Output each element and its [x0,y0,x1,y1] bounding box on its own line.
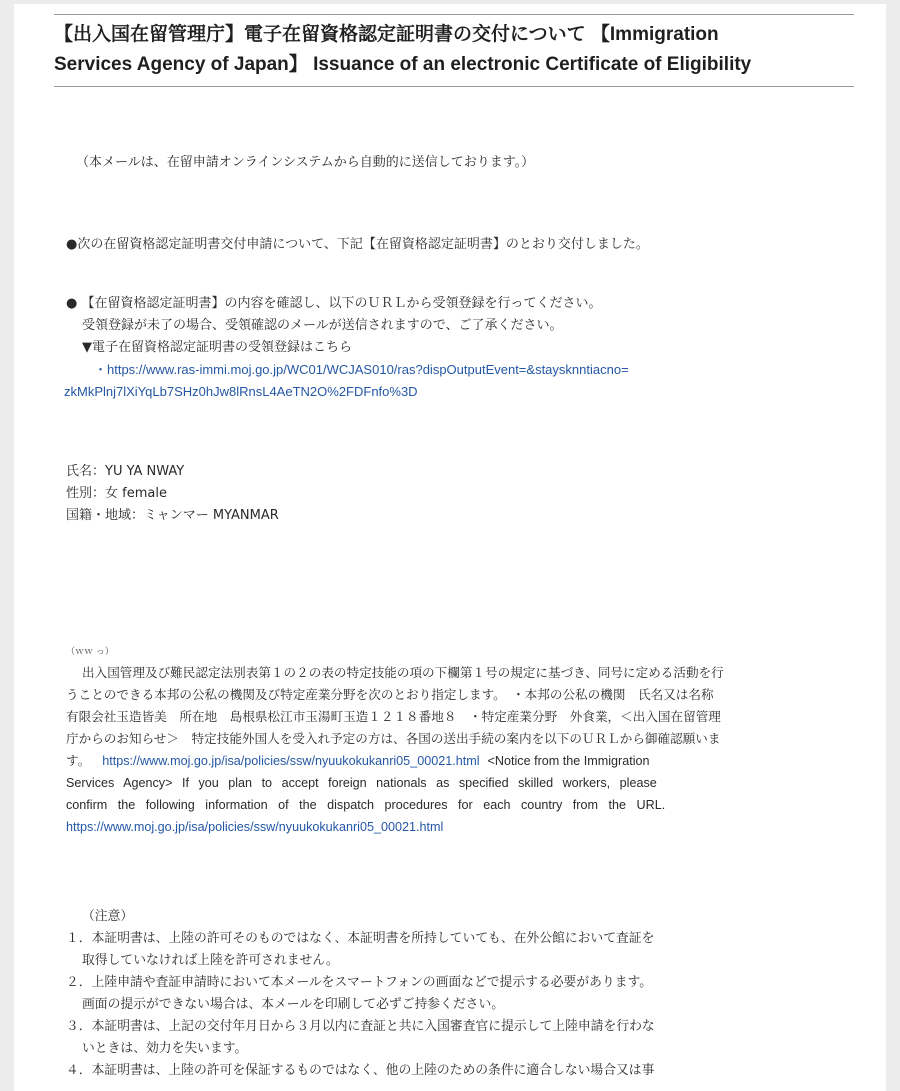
applicant-nationality: 国籍・地域：ミャンマー MYANMAR [66,508,279,523]
notice-jp-1: 出入国管理及び難民認定法別表第１の２の表の特定技能の項の下欄第１号の規定に基づき、同号に定める活動を行 [82,665,724,680]
section-mark [66,640,846,663]
caution-item-1b: 取得していなければ上陸を許可されません。 [82,953,339,968]
applicant-name: 氏名：YU YA NWAY [66,464,185,479]
caution-item-2b: 画面の提示ができない場合は、本メールを印刷して必ずご持参ください。 [82,997,505,1012]
designation-notice [66,662,836,838]
notice-en-1: <Notice from the Immigration [487,754,650,768]
notice-jp-5-pre: す。 [66,753,91,768]
registration-url[interactable] [66,359,846,381]
section-mark-text: （ｗｗ っ） [66,647,114,657]
email-document [14,4,886,1091]
notice-jp-2: うことのできる本邦の公私の機関及び特定産業分野を次のとおり指定します。 ・本邦の公私の機関 氏名又は名称 [66,687,714,702]
caution-item-3a: ３．本証明書は、上記の交付年月日から３月以内に査証と共に入国審査官に提示して上陸申請を行わな [66,1019,655,1034]
receipt-registration-section [66,293,846,403]
caution-item-1a: １．本証明書は、上陸の許可そのものではなく、本証明書を所持していても、在外公館において査証を [66,931,655,946]
receipt-line-1: ● 【在留資格認定証明書】の内容を確認し、以下のＵＲＬから受領登録を行ってください。 [66,296,602,311]
registration-url-line-1[interactable]: ・https://www.ras-immi.moj.go.jp/WC01/WCJAS010/ras?dispOutputEvent=&staysknntiacno= [94,362,629,377]
document-title [54,20,854,80]
title-line-2: Services Agency of Japan】 Issuance of an electronic Certificate of Eligibility [54,54,752,75]
ssw-url-2[interactable]: https://www.moj.go.jp/isa/policies/ssw/nyuukokukanri05_00021.html [66,820,444,834]
caution-heading: （注意） [82,909,134,924]
receipt-line-2: 受領登録が未了の場合、受領確認のメールが送信されますので、ご了承ください。 [82,318,563,333]
title-line-1: 【出入国在留管理庁】電子在留資格認定証明書の交付について 【Immigration [54,24,719,45]
notice-jp-5 [66,750,836,772]
top-divider [54,14,854,15]
notice-en-2: Services Agency> If you plan to accept foreign nationals as specified skilled workers, please [66,776,657,790]
registration-url-line-2[interactable]: zkMkPlnj7lXiYqLb7SHz0hJw8lRnsL4AeTN2O%2FDFnfo%3D [64,384,418,399]
notice-jp-4: 庁からのお知らせ＞ 特定技能外国人を受入れ予定の方は、各国の送出手続の案内を以下のＵＲＬから御確認願いま [66,731,721,746]
issuance-bullet: ●次の在留資格認定証明書交付申請について、下記【在留資格認定証明書】のとおり交付しました。 [66,237,649,252]
caution-section [66,906,846,1082]
caution-item-4a: ４．本証明書は、上陸の許可を保証するものではなく、他の上陸のための条件に適合しない場合又は事 [66,1063,655,1078]
applicant-gender: 性別：女 female [66,486,167,501]
title-divider [54,86,854,87]
notice-en-3: confirm the following information of the dispatch procedures for each country from the URL. [66,798,666,812]
auto-notice: （本メールは、在留申請オンラインシステムから自動的に送信しております。） [76,155,535,170]
applicant-info [66,461,846,527]
ssw-url-1[interactable]: https://www.moj.go.jp/isa/policies/ssw/nyuukokukanri05_00021.html [102,754,480,768]
caution-item-3b: いときは、効力を失います。 [82,1041,248,1056]
caution-item-2a: ２．上陸申請や査証申請時において本メールをスマートフォンの画面などで提示する必要があります。 [66,975,653,990]
notice-jp-3: 有限会社玉造皆美 所在地 島根県松江市玉湯町玉造１２１８番地８ ・特定産業分野 外食業，＜出入国在留管理 [66,709,721,724]
receipt-line-3: ▼電子在留資格認定証明書の受領登録はこちら [82,340,352,355]
